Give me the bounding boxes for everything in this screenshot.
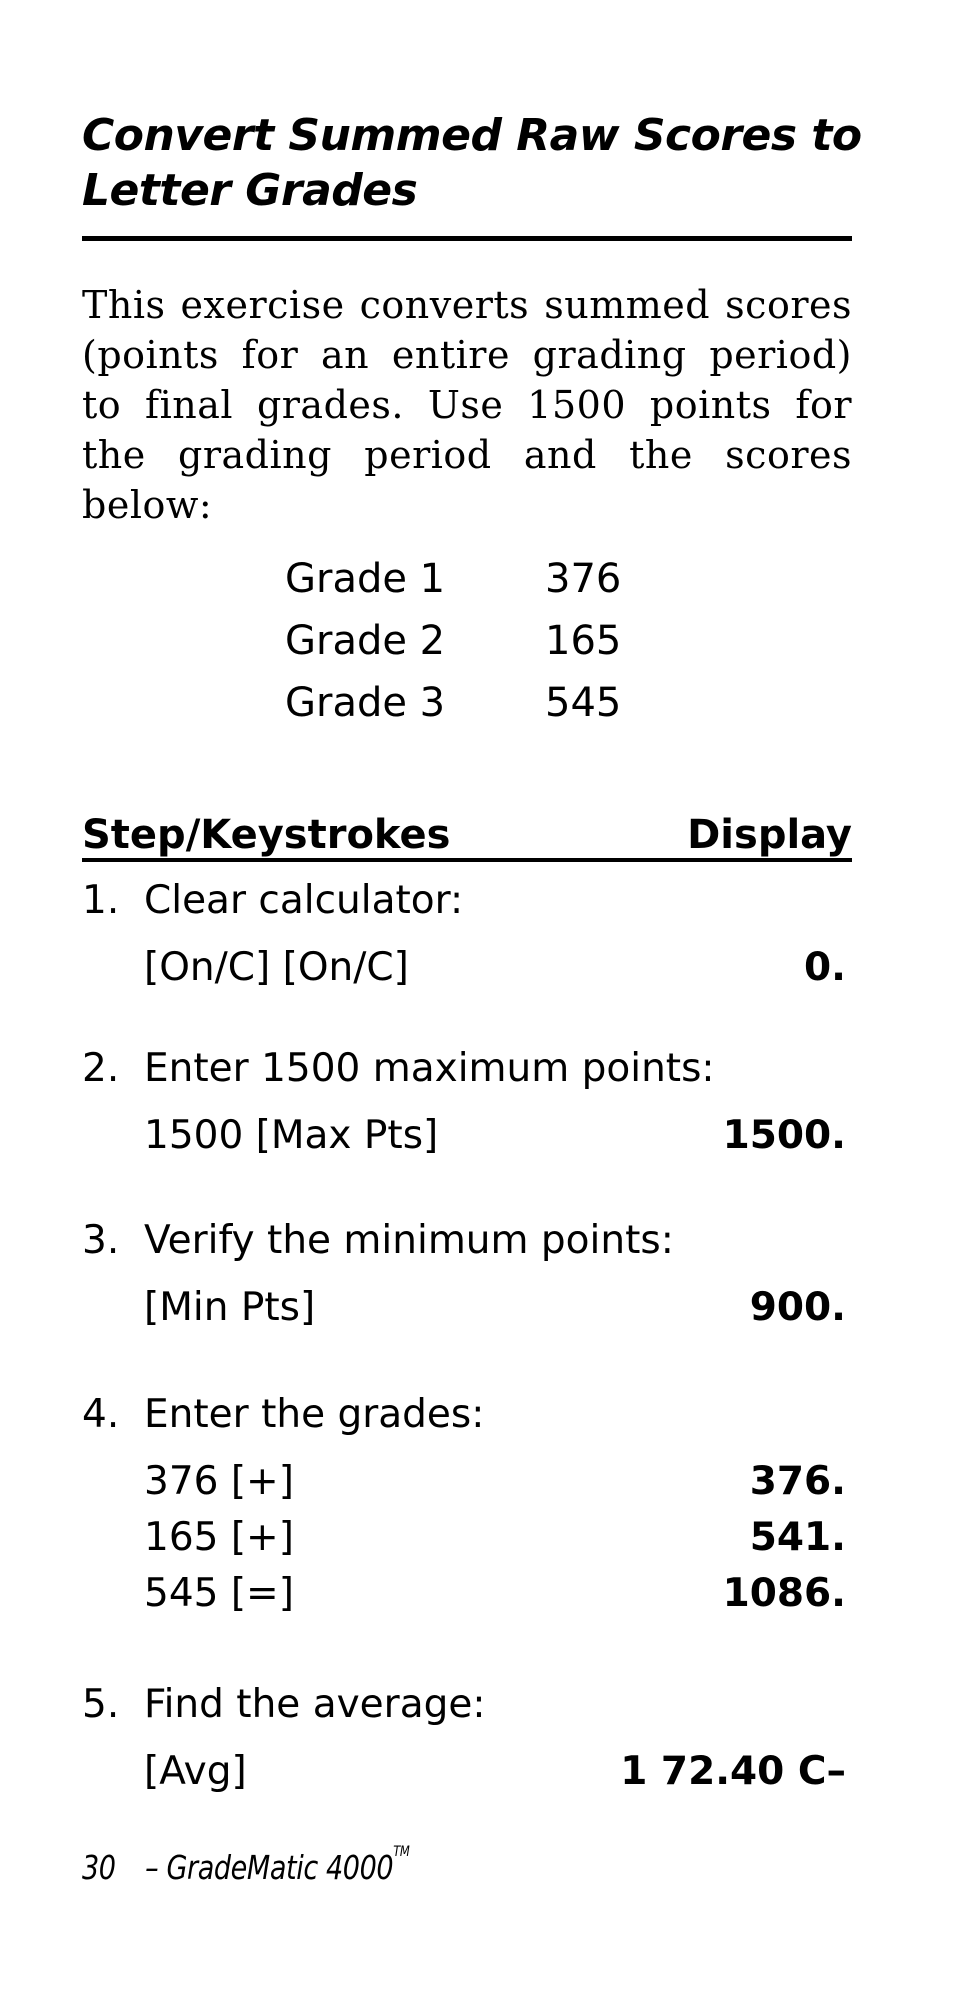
step-number: 3. <box>82 1218 120 1263</box>
grade-row <box>285 610 665 672</box>
keystrokes: 165 [+] <box>144 1515 294 1560</box>
keystrokes: 1500 [Max Pts] <box>144 1113 439 1158</box>
keystroke-row <box>82 1108 852 1164</box>
display-value: 1 72.40 C– <box>620 1749 846 1794</box>
keystrokes: [Min Pts] <box>144 1285 316 1330</box>
grade-row <box>285 672 665 734</box>
step-heading <box>82 870 852 932</box>
display-value: 1500. <box>722 1113 846 1158</box>
section-title-line-2: Letter Grades <box>82 165 418 216</box>
grades-list <box>285 548 665 734</box>
page-footer <box>82 1844 410 1887</box>
keystrokes: [On/C] [On/C] <box>144 945 409 990</box>
step-number: 1. <box>82 878 120 923</box>
keystroke-row <box>82 1510 852 1566</box>
steps-list <box>82 862 852 1800</box>
step-number: 5. <box>82 1682 120 1727</box>
title-divider <box>82 236 852 241</box>
step-text: Enter the grades: <box>144 1392 485 1437</box>
step-heading <box>82 1384 852 1446</box>
step-number: 4. <box>82 1392 120 1437</box>
step-4 <box>82 1384 852 1622</box>
steps-column-header: Step/Keystrokes <box>82 812 451 858</box>
display-value: 541. <box>749 1515 846 1560</box>
step-3 <box>82 1210 852 1336</box>
keystroke-row <box>82 1566 852 1622</box>
grade-row <box>285 548 665 610</box>
grade-value: 165 <box>545 618 622 664</box>
grade-value: 545 <box>545 680 622 726</box>
keystroke-row <box>82 1454 852 1510</box>
intro-paragraph: This exercise converts summed scores (points for an entire grading period) to final grades. Use 1500 points for the grading period and the scores below: <box>82 283 852 527</box>
display-value: 900. <box>749 1285 846 1330</box>
step-heading <box>82 1038 852 1100</box>
step-heading <box>82 1674 852 1736</box>
step-text: Clear calculator: <box>144 878 464 923</box>
keystroke-row <box>82 940 852 996</box>
grade-value: 376 <box>545 556 622 602</box>
step-5 <box>82 1674 852 1800</box>
trademark-mark: TM <box>393 1844 410 1860</box>
grade-label: Grade 3 <box>285 680 446 726</box>
step-text: Verify the minimum points: <box>144 1218 674 1263</box>
section-title <box>82 108 862 218</box>
display-value: 1086. <box>722 1571 846 1616</box>
step-heading <box>82 1210 852 1272</box>
steps-table-header <box>82 800 852 858</box>
grade-label: Grade 1 <box>285 556 446 602</box>
step-text: Enter 1500 maximum points: <box>144 1046 715 1091</box>
step-text: Find the average: <box>144 1682 486 1727</box>
display-value: 376. <box>749 1459 846 1504</box>
product-name: – GradeMatic 4000 <box>145 1848 394 1887</box>
keystrokes: [Avg] <box>144 1749 247 1794</box>
keystrokes: 376 [+] <box>144 1459 294 1504</box>
step-1 <box>82 870 852 996</box>
step-2 <box>82 1038 852 1164</box>
step-number: 2. <box>82 1046 120 1091</box>
section-title-line-1: Convert Summed Raw Scores to <box>82 110 862 161</box>
keystroke-row <box>82 1280 852 1336</box>
page-number: 30 <box>82 1848 116 1887</box>
display-column-header: Display <box>687 812 852 858</box>
keystrokes: 545 [=] <box>144 1571 294 1616</box>
keystroke-row <box>82 1744 852 1800</box>
grade-label: Grade 2 <box>285 618 446 664</box>
display-value: 0. <box>804 945 846 990</box>
